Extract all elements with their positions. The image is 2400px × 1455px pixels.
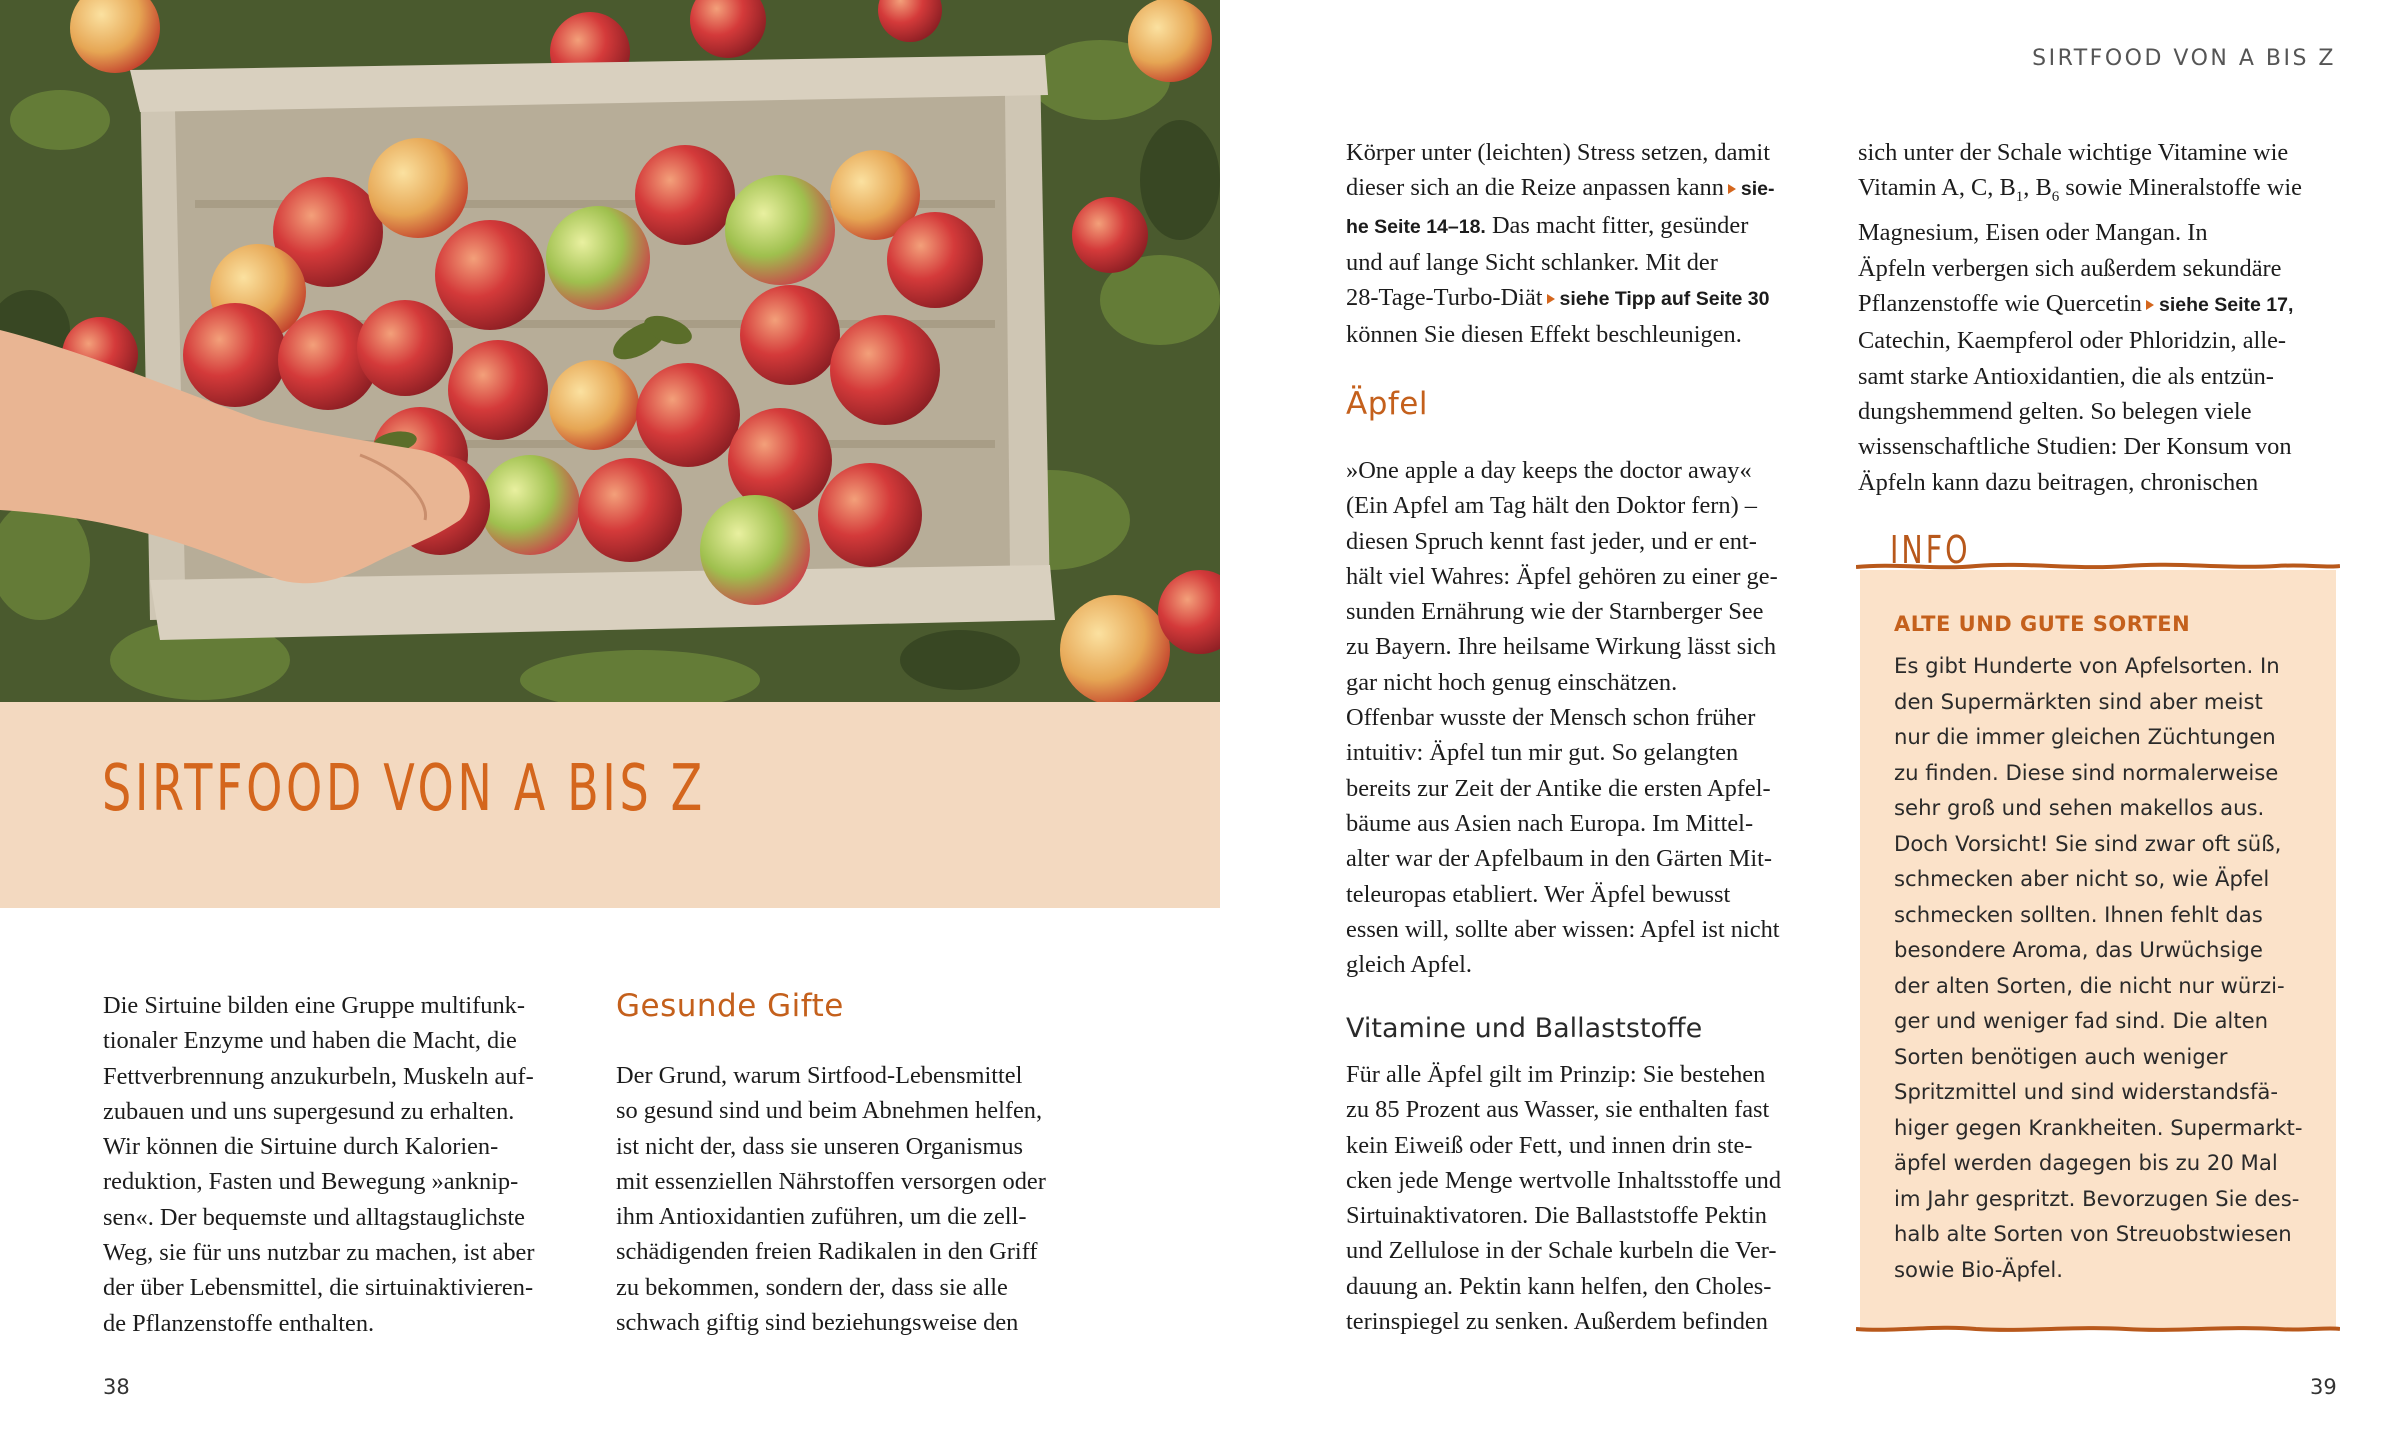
text-line: schmecken aber nicht so, wie Äpfel [1894, 866, 2270, 891]
text-line: besondere Aroma, das Urwüchsige [1894, 937, 2263, 962]
text-fragment: Vitamin A, C, B [1858, 174, 2016, 202]
page-reference: siehe Tipp auf Seite 30 [1559, 288, 1770, 311]
column-4-text [1858, 135, 2338, 500]
page-number-left: 38 [103, 1375, 130, 1399]
page-reference: sie- [1740, 178, 1775, 201]
text-line: Spritzmittel und sind widerstandsfä- [1894, 1079, 2279, 1104]
text-line: ger und weniger fad sind. Die alten [1894, 1008, 2269, 1033]
text-line: reduktion, Fasten und Bewegung »anknip- [103, 1168, 519, 1196]
column-2-text [616, 1058, 1094, 1340]
text-fragment: Pflanzenstoffe wie Quercetin [1858, 290, 2142, 318]
text-line: bereits zur Zeit der Antike die ersten Apfel- [1346, 774, 1771, 802]
heading-gesunde-gifte: Gesunde Gifte [616, 988, 844, 1024]
text-line: »One apple a day keeps the doctor away« [1346, 457, 1752, 484]
text-line: essen will, sollte aber wissen: Apfel ist nicht [1346, 915, 1780, 943]
text-line: mit essenziellen Nährstoffen versorgen oder [616, 1167, 1046, 1195]
text-line: schmecken sollten. Ihnen fehlt das [1894, 901, 2263, 927]
text-line [1858, 170, 2338, 215]
text-line: Äpfeln verbergen sich außerdem sekundäre [1858, 254, 2282, 282]
text-line: gleich Apfel. [1346, 951, 1472, 979]
subscript: 6 [2051, 189, 2060, 206]
text-line: den Supermärkten sind aber meist [1894, 688, 2263, 714]
info-text [1894, 648, 2303, 1287]
text-line: im Jahr gespritzt. Bevorzugen Sie des- [1894, 1185, 2300, 1211]
info-title: INFO [1890, 528, 1971, 572]
text-line: terinspiegel zu senken. Außerdem befinden [1346, 1308, 1768, 1336]
text-line: schwach giftig sind beziehungsweise den [616, 1309, 1019, 1337]
text-line: diesen Spruch kennt fast jeder, und er ent- [1346, 527, 1757, 555]
text-line: samt starke Antioxidantien, die als entzün- [1858, 362, 2274, 390]
text-line: Der Grund, warum Sirtfood-Lebensmittel [616, 1062, 1023, 1089]
column-3-text-2 [1346, 1057, 1824, 1339]
column-1-text [103, 988, 581, 1341]
text-line: zu bekommen, sondern der, dass sie alle [616, 1273, 1008, 1301]
text-line: wissenschaftliche Studien: Der Konsum von [1858, 433, 2292, 461]
text-line: Magnesium, Eisen oder Mangan. In [1858, 219, 2208, 247]
text-line: sunden Ernährung wie der Starnberger See [1346, 598, 1764, 626]
text-line: so gesund sind und beim Abnehmen helfen, [616, 1097, 1043, 1125]
text-line: können Sie diesen Effekt beschleunigen. [1346, 321, 1742, 349]
arrow-right-icon [2146, 300, 2154, 310]
text-line: cken jede Menge wertvolle Inhaltsstoffe und [1346, 1166, 1782, 1194]
text-line: äpfel werden dagegen bis zu 20 Mal [1894, 1150, 2278, 1175]
text-line: Catechin, Kaempferol oder Phloridzin, alle- [1858, 327, 2287, 355]
text-line: alter war der Apfelbaum in den Gärten Mit- [1346, 845, 1773, 873]
text-line: ist nicht der, dass sie unseren Organismus [616, 1132, 1024, 1160]
text-line: intuitiv: Äpfel tun mir gut. So gelangten [1346, 739, 1739, 767]
column-3-text [1346, 453, 1824, 982]
text-line: dungshemmend gelten. So belegen viele [1858, 397, 2252, 425]
text-line [1346, 208, 1824, 245]
text-line: (Ein Apfel am Tag hält den Doktor fern) – [1346, 492, 1758, 520]
text-fragment: , B [2023, 174, 2052, 202]
text-line [1858, 286, 2338, 323]
arrow-right-icon [1547, 294, 1555, 304]
text-line: Körper unter (leichten) Stress setzen, damit [1346, 139, 1770, 166]
text-line: Sirtuinaktivatoren. Die Ballaststoffe Pektin [1346, 1202, 1767, 1230]
text-line: halb alte Sorten von Streuobstwiesen [1894, 1221, 2292, 1246]
info-bottom-rule [1856, 1322, 2340, 1336]
text-line: schädigenden freien Radikalen in den Griff [616, 1238, 1038, 1266]
text-line: der über Lebensmittel, die sirtuinaktivieren- [103, 1274, 534, 1302]
text-line: und auf lange Sicht schlanker. Mit der [1346, 248, 1718, 276]
text-line: zu finden. Diese sind normalerweise [1894, 759, 2279, 785]
text-line: Weg, sie für uns nutzbar zu machen, ist aber [103, 1239, 535, 1267]
text-line: der alten Sorten, die nicht nur würzi- [1894, 972, 2285, 998]
text-line [1346, 170, 1824, 207]
text-line: higer gegen Krankheiten. Supermarkt- [1894, 1114, 2303, 1140]
text-line: Für alle Äpfel gilt im Prinzip: Sie bestehen [1346, 1061, 1766, 1088]
text-line: gar nicht hoch genug einschätzen. [1346, 668, 1678, 696]
subheading-vitamine: Vitamine und Ballaststoffe [1346, 1013, 1703, 1044]
running-head: SIRTFOOD VON A BIS Z [2032, 46, 2336, 71]
text-line: hält viel Wahres: Äpfel gehören zu einer ge- [1346, 562, 1778, 590]
text-fragment: Das macht fitter, gesünder [1485, 211, 1749, 239]
info-heading: ALTE UND GUTE SORTEN [1894, 612, 2191, 636]
text-line: sich unter der Schale wichtige Vitamine wie [1858, 139, 2289, 166]
text-fragment: 28-Tage-Turbo-Diät [1346, 284, 1543, 312]
text-line: sehr groß und sehen makellos aus. [1894, 795, 2265, 820]
chapter-title: SIRTFOOD VON A BIS Z [102, 752, 706, 826]
text-line: zubauen und uns supergesund zu erhalten. [103, 1097, 515, 1125]
arrow-right-icon [1728, 184, 1736, 194]
text-line: und Zellulose in der Schale kurbeln die Ver- [1346, 1237, 1777, 1265]
text-line: bäume aus Asien nach Europa. Im Mittel- [1346, 809, 1754, 837]
heading-aepfel: Äpfel [1346, 386, 1428, 422]
column-3-intro [1346, 135, 1824, 353]
text-line: tionaler Enzyme und haben die Macht, die [103, 1027, 517, 1055]
text-line: Es gibt Hunderte von Apfelsorten. In [1894, 653, 2280, 678]
text-line: sen«. Der bequemste und alltagstauglichste [103, 1203, 525, 1231]
page-number-right: 39 [2310, 1375, 2337, 1399]
text-fragment: dieser sich an die Reize anpassen kann [1346, 174, 1724, 202]
text-line: Fettverbrennung anzukurbeln, Muskeln auf- [103, 1062, 534, 1090]
subscript: 1 [2015, 189, 2024, 206]
text-line: kein Eiweiß oder Fett, und innen drin ste- [1346, 1131, 1753, 1159]
text-line: ihm Antioxidantien zuführen, um die zell- [616, 1203, 1027, 1231]
text-line: Äpfeln kann dazu beitragen, chronischen [1858, 468, 2259, 496]
text-fragment: sowie Mineralstoffe wie [2059, 174, 2302, 202]
text-line: Offenbar wusste der Mensch schon früher [1346, 704, 1756, 732]
text-line: zu Bayern. Ihre heilsame Wirkung lässt sich [1346, 633, 1777, 661]
text-line: Doch Vorsicht! Sie sind zwar oft süß, [1894, 830, 2282, 856]
apple-crate-photo [0, 0, 1220, 702]
text-line: Wir können die Sirtuine durch Kalorien- [103, 1133, 499, 1161]
text-line: dauung an. Pektin kann helfen, den Choles- [1346, 1272, 1772, 1300]
text-line: Die Sirtuine bilden eine Gruppe multifunk- [103, 992, 526, 1019]
text-line [1346, 280, 1824, 317]
text-line: nur die immer gleichen Züchtungen [1894, 724, 2276, 749]
page-reference: he Seite 14–18. [1346, 215, 1486, 238]
text-line: de Pflanzenstoffe enthalten. [103, 1309, 375, 1337]
text-line: teleuropas etabliert. Wer Äpfel bewusst [1346, 880, 1731, 908]
text-line: Sorten benötigen auch weniger [1894, 1043, 2228, 1069]
text-line: zu 85 Prozent aus Wasser, sie enthalten fast [1346, 1096, 1770, 1124]
page-reference: siehe Seite 17, [2159, 294, 2294, 317]
text-line: sowie Bio-Äpfel. [1894, 1256, 2064, 1282]
